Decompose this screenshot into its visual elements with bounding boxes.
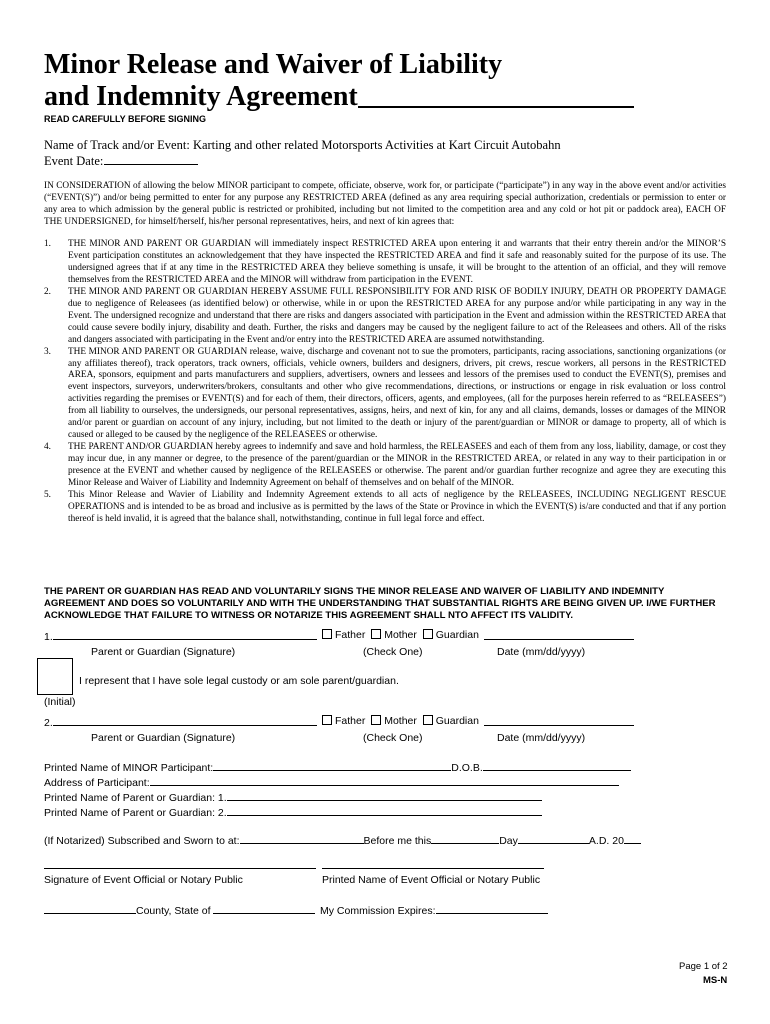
- father-label: Father: [335, 629, 366, 641]
- clause-item: [44, 239, 726, 287]
- clause-number: 2.: [44, 286, 51, 297]
- before-me-label: Before me this: [363, 835, 432, 847]
- clause-item: [44, 287, 726, 347]
- clause-number: 5.: [44, 490, 51, 501]
- initial-box[interactable]: [37, 658, 73, 695]
- minor-name-field[interactable]: [213, 760, 451, 771]
- guardian-checkbox[interactable]: [423, 629, 433, 639]
- signature-caption: Parent or Guardian (Signature): [91, 646, 236, 658]
- consideration-paragraph: IN CONSIDERATION of allowing the below MINOR participant to compete, officiate, observe, work for, or participate (“participate”) in any way in the above event and/or activities (“EVENT(S)”) and/or being permitted to enter for any purpose any RESTRICTED AREA (defined as any area requiring special authorization, credentials or permission to enter or any area to which admission by the general public is restricted or prohibited, including but not limited to the competition area and any cold or hot pit or paddock area), EACH OF THE UNDERSIGNED, for himself/herself, his/her personal representatives, heirs, and next of kin agrees that:: [44, 181, 726, 227]
- minor-name-row: [44, 760, 631, 775]
- clause-item: [44, 347, 726, 443]
- title-line-1: Minor Release and Waiver of Liability: [44, 49, 503, 80]
- mother-label: Mother: [384, 715, 417, 727]
- relationship-checks-2: [322, 715, 479, 728]
- clause-text: THE MINOR AND PARENT OR GUARDIAN release, waive, discharge and covenant not to sue the promoters, participants, racing associations, sanctioning organizations (or any affiliates thereof), track operators, track owners, officials, vehicle owners, builders and designers, drivers, pit crews, rescue workers, all persons in the RESTRICTED AREA, sponsors, equipment and parts manufacturers and suppliers, advertisers, owners and lessees and lessors of the premises used to conduct the EVENT(S), premises and event inspectors, surveyors, underwriters/brokers, consultants and other who give recommendations, directions, or instructions or engage in risk evaluation or loss control activities regarding the premises or EVENT(S) and for each of them, their directors, officers, agents, and employees, (all for the purposes herein referred to as “RELEASEES”) from all liability to ourselves, the undersigneds, our personal representatives, assigns, heirs, and next of kin, for any and all claims, demands, losses or damages of the MINOR and/or parent or guardian on account of any injury, including, but not limited to the death or injury of the parent/guardian or MINOR or damage to property, all of which is caused or alleged to be caused by the negligence of the RELEASEES or otherwise.: [68, 346, 726, 441]
- county-state-label: County, State of: [136, 905, 211, 917]
- address-row: [44, 775, 619, 790]
- track-label: Name of Track and/or Event:: [44, 138, 190, 152]
- clause-number: 1.: [44, 239, 51, 249]
- commission-label: My Commission Expires:: [320, 905, 436, 917]
- signature-number: 2.: [44, 717, 53, 729]
- sworn-location-field[interactable]: [240, 833, 364, 844]
- official-signature-field[interactable]: [44, 858, 316, 869]
- guardian-label: Guardian: [435, 715, 479, 727]
- event-date-line: [44, 153, 198, 169]
- official-name-field[interactable]: [322, 858, 544, 869]
- title-line-2: and Indemnity Agreement: [44, 81, 358, 112]
- signature-date-field-1[interactable]: [484, 629, 634, 640]
- clause-list: [44, 239, 726, 526]
- event-date-field[interactable]: [104, 153, 198, 165]
- guardian-label: Guardian: [435, 629, 479, 641]
- ad-label: A.D. 20: [588, 835, 624, 847]
- county-row: [44, 903, 315, 918]
- acknowledgement-statement: THE PARENT OR GUARDIAN HAS READ AND VOLUNTARILY SIGNS THE MINOR RELEASE AND WAIVER OF LIABILITY AND INDEMNITY AGREEMENT AND DOES SO VOLUNTARILY AND WITH THE UNDERSTANDING THAT SUBSTANTIAL RIGHTS ARE BEING GIVEN UP. I/WE FURTHER ACKNOWLEDGE THAT FAILURE TO WITNESS OR NOTARIZE THIS AGREEMENT SHALL NTO AFFECT ITS VALIDITY.: [44, 586, 716, 622]
- parent-signature-field-2[interactable]: [53, 715, 317, 726]
- signature-row-1: [44, 629, 317, 644]
- initial-label: (Initial): [44, 696, 76, 708]
- mother-checkbox[interactable]: [371, 629, 381, 639]
- clause-number: 4.: [44, 442, 51, 453]
- day-label: Day: [499, 835, 518, 847]
- signature-row-2: [44, 715, 317, 730]
- parent2-name-field[interactable]: [227, 805, 542, 816]
- county-field[interactable]: [44, 903, 136, 914]
- clause-text: THE MINOR AND PARENT OR GUARDIAN will immediately inspect RESTRICTED AREA upon entering it and warrants that their entry therein and/or the MINOR’S Event participation constitutes an acknowledgement that they have inspected the RESTRICTED AREA and find it safe and reasonably suited for the purpose of its use. The undersigned agrees that if at any time in the RESTRICTED AREA they believe something is unsafe, it will be brought to the attention of an official, and they will remove themselves from the RESTRICTED AREA and the MINOR will withdraw from participation in the EVENT.: [68, 239, 726, 285]
- address-field[interactable]: [150, 775, 619, 786]
- parent1-name-field[interactable]: [227, 790, 542, 801]
- clause-number: 3.: [44, 346, 51, 357]
- father-checkbox[interactable]: [322, 629, 332, 639]
- father-checkbox[interactable]: [322, 715, 332, 725]
- track-value: Karting and other related Motorsports Activities at Kart Circuit Autobahn: [192, 138, 561, 152]
- sworn-year-field[interactable]: [624, 833, 641, 844]
- parent-name-row-1: [44, 790, 542, 805]
- guardian-checkbox[interactable]: [423, 715, 433, 725]
- official-signature-caption: Signature of Event Official or Notary Public: [44, 874, 243, 886]
- track-event-line: [44, 137, 734, 153]
- signature-number: 1.: [44, 631, 53, 643]
- clause-item: [44, 442, 726, 490]
- parent-name-row-2: [44, 805, 542, 820]
- clause-text: This Minor Release and Wavier of Liability and Indemnity Agreement extends to all acts of negligence by the RELEASEES, INCLUDING NEGLIGENT RESCUE OPERATIONS and is intended to be as broad and inclusive as is permitted by the laws of the State or Province in which the EVENT(S) is/are conducted and that if any portion thereof is held invalid, it is agreed that the balance shall, notwithstanding, continue in full legal force and effect.: [68, 490, 726, 524]
- document-title: [44, 49, 644, 113]
- parent1-label: Printed Name of Parent or Guardian: 1.: [44, 792, 227, 804]
- clause-text: THE PARENT AND/OR GUARDIAN hereby agrees to indemnify and save and hold harmless, the RELEASEES and each of them from any loss, liability, damage, or cost they may incur due, in any manner or degree, to the presence of the parent/guardian or the MINOR in the RESTRICTED AREA, or related in any way to their participation in or presence at the EVENT and whether caused by negligence of the RELEASEES or otherwise. The parent and/or guardian further recognize and agree they are executing this Minor Release and Waiver of Liability and Indemnity Agreement on behalf of themselves and on behalf of the MINOR.: [68, 442, 726, 489]
- date-caption: Date (mm/dd/yyyy): [497, 732, 586, 744]
- mother-label: Mother: [384, 629, 417, 641]
- dob-field[interactable]: [483, 760, 631, 771]
- address-label: Address of Participant:: [44, 777, 150, 789]
- dob-label: D.O.B.: [451, 762, 483, 774]
- sworn-day-field[interactable]: [431, 833, 499, 844]
- signature-date-field-2[interactable]: [484, 715, 634, 726]
- commission-row: [320, 903, 548, 918]
- custody-statement: I represent that I have sole legal custody or am sole parent/guardian.: [79, 675, 399, 687]
- event-date-label: Event Date:: [44, 154, 104, 168]
- sworn-month-field[interactable]: [518, 833, 589, 844]
- page-number: Page 1 of 2: [679, 961, 728, 972]
- notarized-label: (If Notarized) Subscribed and Sworn to at:: [44, 835, 240, 847]
- minor-name-label: Printed Name of MINOR Participant:: [44, 762, 214, 774]
- check-one-caption: (Check One): [363, 732, 423, 744]
- commission-expiry-field[interactable]: [436, 903, 548, 914]
- mother-checkbox[interactable]: [371, 715, 381, 725]
- form-code: MS-N: [703, 975, 728, 986]
- clause-text: THE MINOR AND PARENT OR GUARDIAN HEREBY ASSUME FULL RESPONSIBILITY FOR AND RISK OF BODILY INJURY, DEATH OR PROPERTY DAMAGE due to negligence of Releasees (as identified below) or otherwise, while in or upon the RESTRICTED AREA for any purpose and/or while participating in any way in the Event. The undersigned recognize and understand that there are risks and dangers associated with participation in the Event and admission within the RESTRICTED AREA that could cause severe bodily injury, disability and death. Further, the risks and dangers may be caused by the negligent failure to act of the Releasees and others. All of the risks and dangers associated with participating in the Event and/or entry into the RESTRICTED AREA are assumed notwithstanding.: [68, 286, 726, 345]
- relationship-checks-1: [322, 629, 479, 642]
- title-rule: [358, 106, 634, 108]
- official-name-caption: Printed Name of Event Official or Notary Public: [322, 874, 541, 886]
- parent-signature-field-1[interactable]: [53, 629, 317, 640]
- parent2-label: Printed Name of Parent or Guardian: 2.: [44, 807, 227, 819]
- state-field[interactable]: [213, 903, 315, 914]
- father-label: Father: [335, 715, 366, 727]
- read-carefully-note: READ CAREFULLY BEFORE SIGNING: [44, 114, 207, 124]
- clause-item: [44, 490, 726, 526]
- date-caption: Date (mm/dd/yyyy): [497, 646, 586, 658]
- notary-row: [44, 833, 641, 848]
- check-one-caption: (Check One): [363, 646, 423, 658]
- signature-caption: Parent or Guardian (Signature): [91, 732, 236, 744]
